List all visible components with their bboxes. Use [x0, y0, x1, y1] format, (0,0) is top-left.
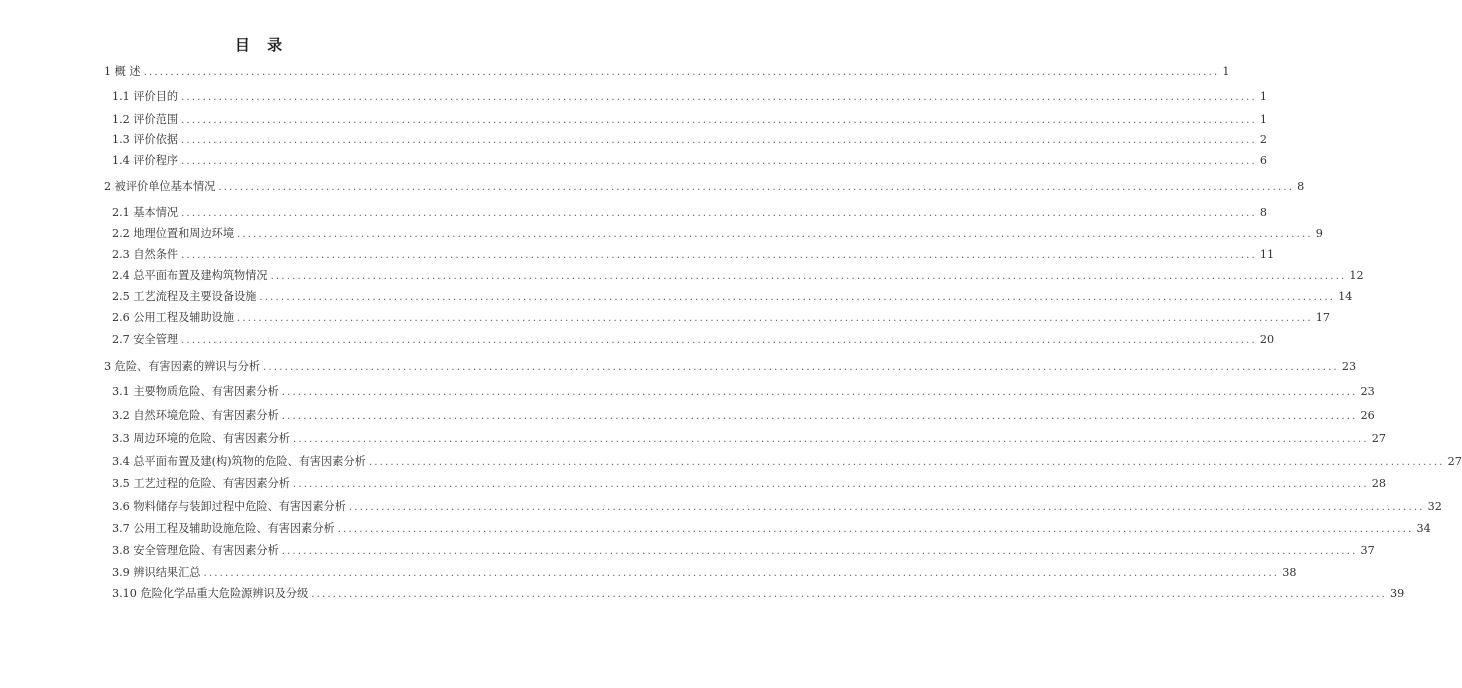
toc-entry[interactable]: [112, 90, 1267, 104]
toc-entry[interactable]: [112, 455, 1462, 469]
toc-page-number: 20: [1259, 333, 1275, 346]
toc-entry[interactable]: [112, 311, 1331, 325]
toc-leader-dots: ........................................................................................................................................................................................................: [270, 271, 1347, 282]
toc-entry-label: 2.6 公用工程及辅助设施: [112, 311, 235, 324]
toc-leader-dots: ........................................................................................................................................................................................................: [281, 387, 1358, 398]
toc-entry[interactable]: [112, 409, 1375, 423]
toc-entry-label: 1.4 评价程序: [112, 154, 179, 167]
toc-entry[interactable]: [112, 544, 1375, 558]
toc-entry-label: 1 概 述: [104, 65, 141, 78]
toc-entry[interactable]: [112, 248, 1275, 262]
toc-page-number: 8: [1259, 206, 1267, 219]
toc-entry-label: 3 危险、有害因素的辨识与分析: [104, 360, 261, 373]
toc-page-number: 17: [1315, 311, 1331, 324]
toc-entry-label: 3.2 自然环境危险、有害因素分析: [112, 409, 279, 422]
toc-entry-label: 3.6 物料储存与装卸过程中危险、有害因素分析: [112, 500, 346, 513]
toc-leader-dots: ........................................................................................................................................................................................................: [181, 135, 1257, 146]
toc-page-number: 1: [1259, 113, 1267, 126]
toc-entry-label: 3.9 辨识结果汇总: [112, 566, 201, 579]
toc-leader-dots: ........................................................................................................................................................................................................: [348, 502, 1425, 513]
toc-entry-label: 1.1 评价目的: [112, 90, 179, 103]
toc-page-number: 32: [1427, 500, 1442, 513]
toc-entry[interactable]: [112, 522, 1431, 536]
toc-page-number: 8: [1297, 180, 1305, 193]
toc-entry[interactable]: [112, 227, 1323, 241]
toc-entry-label: 2.5 工艺流程及主要设备设施: [112, 290, 257, 303]
toc-entry[interactable]: [112, 290, 1353, 304]
toc-page-number: 38: [1282, 566, 1297, 579]
toc-page-number: 12: [1349, 269, 1364, 282]
toc-page-number: 14: [1338, 290, 1353, 303]
toc-page-number: 27: [1447, 455, 1462, 468]
toc-leader-dots: ........................................................................................................................................................................................................: [181, 156, 1257, 167]
toc-leader-dots: ........................................................................................................................................................................................................: [143, 67, 1220, 78]
toc-entry-label: 3.3 周边环境的危险、有害因素分析: [112, 432, 290, 445]
toc-leader-dots: ........................................................................................................................................................................................................: [181, 208, 1257, 219]
toc-entry[interactable]: [104, 65, 1230, 79]
toc-entry-label: 2.4 总平面布置及建构筑物情况: [112, 269, 268, 282]
toc-page-number: 37: [1360, 544, 1375, 557]
toc-page-number: 28: [1371, 477, 1386, 490]
toc-page-number: 9: [1315, 227, 1323, 240]
toc-leader-dots: ........................................................................................................................................................................................................: [237, 313, 1313, 324]
toc-entry-label: 3.7 公用工程及辅助设施危险、有害因素分析: [112, 522, 335, 535]
toc-page-number: 26: [1360, 409, 1375, 422]
toc-page-number: 6: [1259, 154, 1267, 167]
toc-entry[interactable]: [112, 587, 1405, 601]
toc-entry[interactable]: [112, 206, 1267, 220]
toc-leader-dots: ........................................................................................................................................................................................................: [281, 546, 1358, 557]
toc-entry[interactable]: [112, 566, 1297, 580]
toc-leader-dots: ........................................................................................................................................................................................................: [181, 92, 1257, 103]
toc-entry[interactable]: [112, 113, 1267, 127]
toc-entry[interactable]: [104, 360, 1357, 374]
toc-leader-dots: ........................................................................................................................................................................................................: [281, 411, 1358, 422]
toc-page-number: 39: [1390, 587, 1405, 600]
toc-entry[interactable]: [112, 269, 1364, 283]
toc-leader-dots: ........................................................................................................................................................................................................: [292, 479, 1369, 490]
toc-entry-label: 3.1 主要物质危险、有害因素分析: [112, 385, 279, 398]
toc-page-number: 34: [1416, 522, 1431, 535]
toc-entry[interactable]: [112, 500, 1442, 514]
toc-leader-dots: ........................................................................................................................................................................................................: [292, 434, 1369, 445]
toc-leader-dots: ........................................................................................................................................................................................................: [181, 335, 1257, 346]
toc-leader-dots: ........................................................................................................................................................................................................: [237, 229, 1313, 240]
toc-leader-dots: ........................................................................................................................................................................................................: [181, 250, 1257, 261]
toc-leader-dots: ........................................................................................................................................................................................................: [218, 182, 1295, 193]
toc-page-number: 2: [1259, 133, 1267, 146]
toc-entry-label: 2.1 基本情况: [112, 206, 179, 219]
toc-leader-dots: ........................................................................................................................................................................................................: [259, 292, 1336, 303]
toc-page-number: 1: [1222, 65, 1230, 78]
toc-leader-dots: ........................................................................................................................................................................................................: [181, 115, 1257, 126]
toc-page-number: 23: [1341, 360, 1357, 373]
toc-page-number: 11: [1259, 248, 1275, 261]
toc-leader-dots: ........................................................................................................................................................................................................: [337, 524, 1414, 535]
toc-entry-label: 1.3 评价依据: [112, 133, 179, 146]
toc-entry[interactable]: [104, 180, 1305, 194]
toc-leader-dots: ........................................................................................................................................................................................................: [368, 457, 1445, 468]
toc-entry[interactable]: [112, 333, 1275, 347]
toc-leader-dots: ........................................................................................................................................................................................................: [311, 589, 1388, 600]
toc-leader-dots: ........................................................................................................................................................................................................: [263, 362, 1339, 373]
toc-entry-label: 1.2 评价范围: [112, 113, 179, 126]
toc-entry[interactable]: [112, 154, 1267, 168]
toc-entry-label: 3.10 危险化学品重大危险源辨识及分级: [112, 587, 309, 600]
toc-title: 目 录: [234, 36, 289, 54]
toc-entry-label: 2.3 自然条件: [112, 248, 179, 261]
toc-entry[interactable]: [112, 385, 1375, 399]
toc-entry-label: 3.8 安全管理危险、有害因素分析: [112, 544, 279, 557]
toc-entry-label: 3.5 工艺过程的危险、有害因素分析: [112, 477, 290, 490]
toc-entry[interactable]: [112, 432, 1386, 446]
toc-page-number: 27: [1371, 432, 1386, 445]
toc-entry-label: 2.7 安全管理: [112, 333, 179, 346]
toc-entry[interactable]: [112, 133, 1267, 147]
toc-entry-label: 3.4 总平面布置及建(构)筑物的危险、有害因素分析: [112, 455, 366, 468]
toc-leader-dots: ........................................................................................................................................................................................................: [203, 568, 1280, 579]
toc-page-number: 23: [1360, 385, 1375, 398]
toc-entry-label: 2 被评价单位基本情况: [104, 180, 216, 193]
toc-entry[interactable]: [112, 477, 1386, 491]
toc-entry-label: 2.2 地理位置和周边环境: [112, 227, 235, 240]
toc-page-number: 1: [1259, 90, 1267, 103]
